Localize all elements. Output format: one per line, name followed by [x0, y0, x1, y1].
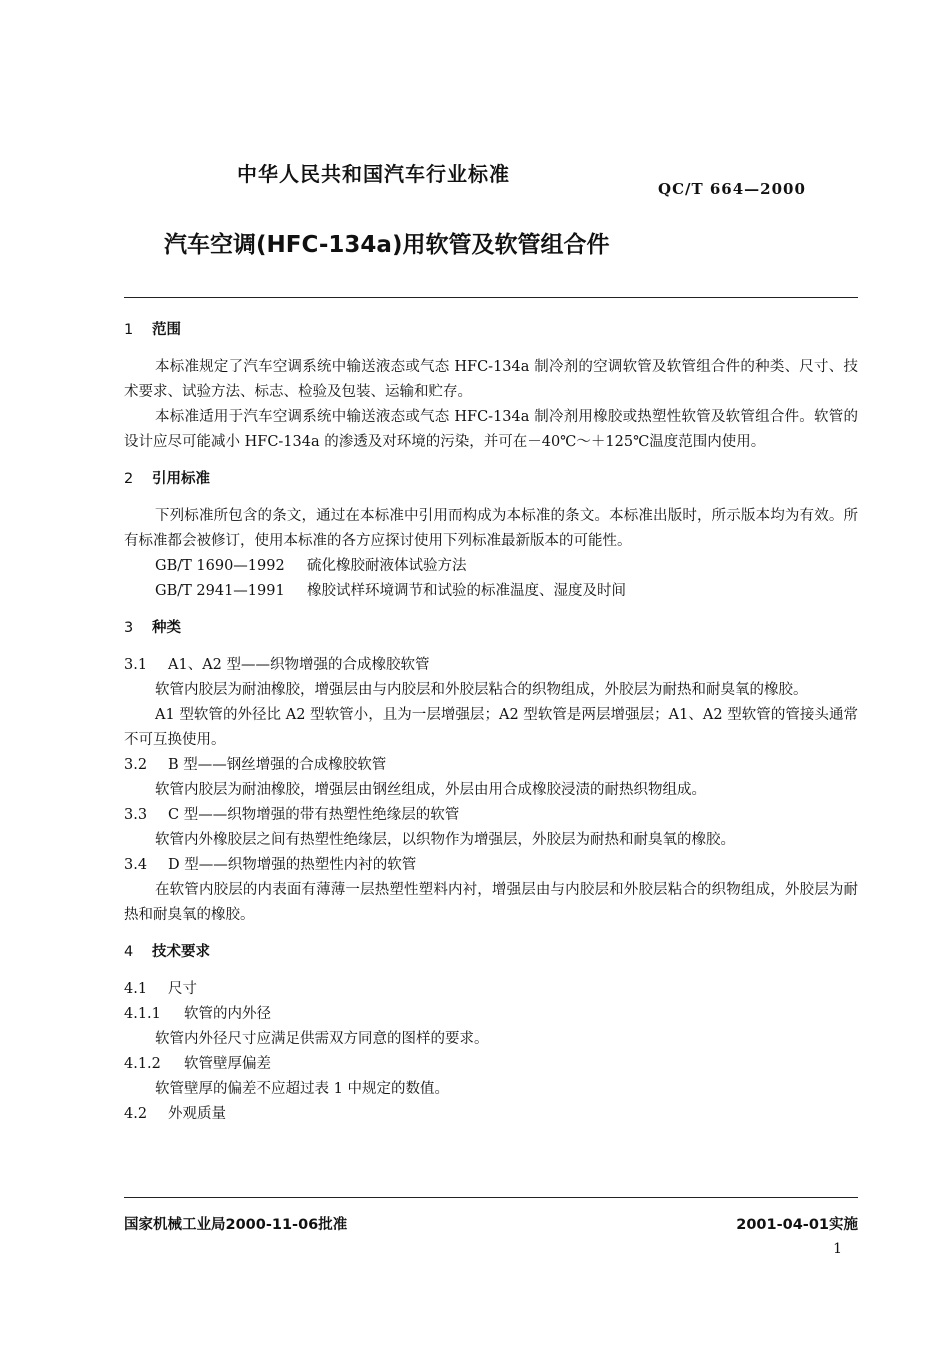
subsection-number: 3.4 [124, 857, 148, 873]
document-body [124, 318, 858, 1127]
section-heading [124, 318, 858, 343]
subsection-heading [124, 977, 858, 1002]
subsection-title: 尺寸 [168, 981, 197, 997]
page-number: 1 [833, 1241, 842, 1257]
section-number: 1 [124, 322, 134, 338]
paragraph: 本标准适用于汽车空调系统中输送液态或气态 HFC-134a 制冷剂用橡胶或热塑性软管及软管组合件。软管的设计应尽可能减小 HFC-134a 的渗透及对环境的污染，并可在－40℃～＋125℃温度范围内使用。 [124, 409, 858, 450]
subsection-heading [124, 653, 858, 678]
reference-item [124, 579, 858, 604]
subsubsection-heading [124, 1002, 858, 1027]
paragraph: A1 型软管的外径比 A2 型软管小，且为一层增强层；A2 型软管是两层增强层；A1、A2 型软管的管接头通常不可互换使用。 [124, 707, 858, 748]
subsection-heading [124, 753, 858, 778]
effective-date: 2001-04-01实施 [736, 1217, 858, 1233]
section-number: 4 [124, 944, 134, 960]
subsection-heading [124, 803, 858, 828]
paragraph: 软管内胶层为耐油橡胶，增强层由钢丝组成，外层由用合成橡胶浸渍的耐热织物组成。 [155, 782, 706, 798]
subsubsection-title: 软管的内外径 [184, 1006, 271, 1022]
paragraph: 本标准规定了汽车空调系统中输送液态或气态 HFC-134a 制冷剂的空调软管及软管组合件的种类、尺寸、技术要求、试验方法、标志、检验及包装、运输和贮存。 [124, 359, 858, 400]
reference-item [124, 554, 858, 579]
org-title: 中华人民共和国汽车行业标准 [237, 162, 510, 186]
subsection-number: 3.1 [124, 657, 148, 673]
subsection-number: 3.2 [124, 757, 148, 773]
reference-title: 橡胶试样环境调节和试验的标准温度、湿度及时间 [307, 583, 626, 599]
standard-code: QC/T 664—2000 [658, 180, 806, 198]
subsection-title: 外观质量 [168, 1106, 226, 1122]
document-title: 汽车空调(HFC-134a)用软管及软管组合件 [164, 232, 610, 258]
paragraph: 下列标准所包含的条文，通过在本标准中引用而构成为本标准的条文。本标准出版时，所示版本均为有效。所有标准都会被修订，使用本标准的各方应探讨使用下列标准最新版本的可能性。 [124, 508, 858, 549]
section-heading [124, 467, 858, 492]
subsubsection-heading [124, 1052, 858, 1077]
subsection-number: 4.1 [124, 981, 148, 997]
subsection-number: 3.3 [124, 807, 148, 823]
section-number: 3 [124, 620, 134, 636]
section-number: 2 [124, 471, 134, 487]
footer-divider [124, 1197, 858, 1198]
subsection-heading [124, 1102, 858, 1127]
header-divider [124, 297, 858, 298]
reference-title: 硫化橡胶耐液体试验方法 [307, 558, 467, 574]
paragraph: 软管内外径尺寸应满足供需双方同意的图样的要求。 [155, 1031, 489, 1047]
section-heading [124, 616, 858, 641]
section-title: 技术要求 [152, 944, 210, 960]
section-title: 范围 [152, 322, 181, 338]
subsubsection-title: 软管壁厚偏差 [184, 1056, 271, 1072]
subsubsection-number: 4.1.1 [124, 1006, 161, 1022]
paragraph: 软管内外橡胶层之间有热塑性绝缘层，以织物作为增强层，外胶层为耐热和耐臭氧的橡胶。 [155, 832, 735, 848]
reference-code: GB/T 1690—1992 [155, 558, 285, 574]
paragraph: 软管内胶层为耐油橡胶，增强层由与内胶层和外胶层粘合的织物组成，外胶层为耐热和耐臭氧的橡胶。 [155, 682, 808, 698]
subsection-heading [124, 853, 858, 878]
subsection-title: B 型——钢丝增强的合成橡胶软管 [168, 757, 387, 773]
section-title: 引用标准 [152, 471, 210, 487]
reference-code: GB/T 2941—1991 [155, 583, 285, 599]
subsection-title: C 型——织物增强的带有热塑性绝缘层的软管 [168, 807, 460, 823]
section-title: 种类 [152, 620, 181, 636]
subsection-title: A1、A2 型——织物增强的合成橡胶软管 [168, 657, 430, 673]
paragraph: 在软管内胶层的内表面有薄薄一层热塑性塑料内衬，增强层由与内胶层和外胶层粘合的织物组成，外胶层为耐热和耐臭氧的橡胶。 [124, 882, 858, 923]
section-heading [124, 940, 858, 965]
paragraph: 软管壁厚的偏差不应超过表 1 中规定的数值。 [155, 1081, 449, 1097]
approval-date: 国家机械工业局2000-11-06批准 [124, 1217, 348, 1233]
subsection-title: D 型——织物增强的热塑性内衬的软管 [168, 857, 417, 873]
subsubsection-number: 4.1.2 [124, 1056, 161, 1072]
subsection-number: 4.2 [124, 1106, 148, 1122]
